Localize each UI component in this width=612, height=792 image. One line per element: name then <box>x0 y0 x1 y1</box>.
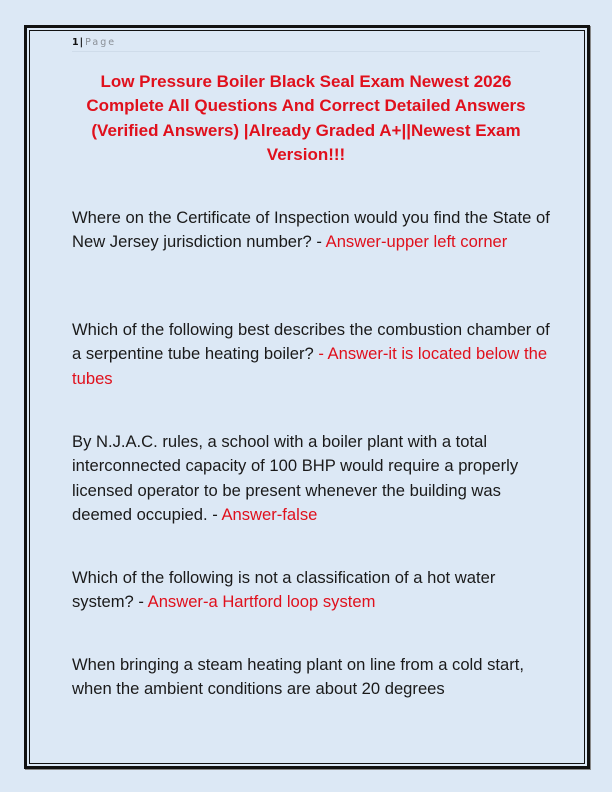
page-separator: | <box>79 37 84 48</box>
question-text: Which of the following is not a classification of a hot water system? - <box>72 568 496 612</box>
question-text: Where on the Certificate of Inspection would you find the State of New Jersey jurisdiction number? - <box>72 208 550 252</box>
qa-item-4 <box>72 566 552 615</box>
qa-item-1 <box>72 206 552 255</box>
answer-text: Answer-a Hartford loop system <box>147 592 376 612</box>
question-text: By N.J.A.C. rules, a school with a boiler plant with a total interconnected capacity of 100 BHP would require a properly licensed operator to be present whenever the building was deemed occupied. - <box>72 432 519 524</box>
page-header <box>72 36 540 52</box>
qa-item-3 <box>72 430 552 527</box>
document-title: Low Pressure Boiler Black Seal Exam Newest 2026 Complete All Questions And Correct Detailed Answers (Verified Answers) |Already Graded A+||Newest Exam Version!!! <box>86 72 526 164</box>
qa-item-2 <box>72 318 552 391</box>
page-number: 1 <box>72 37 79 48</box>
question-text: Which of the following best describes the combustion chamber of a serpentine tube heating boiler? <box>72 320 550 364</box>
page-label: Page <box>85 37 117 48</box>
qa-item-5 <box>72 653 552 702</box>
answer-text: Answer-false <box>221 504 318 524</box>
question-text: When bringing a steam heating plant on line from a cold start, when the ambient conditions are about 20 degrees <box>72 655 524 699</box>
answer-text: - Answer-it is located below the tubes <box>72 344 548 388</box>
answer-text: Answer-upper left corner <box>325 232 508 252</box>
